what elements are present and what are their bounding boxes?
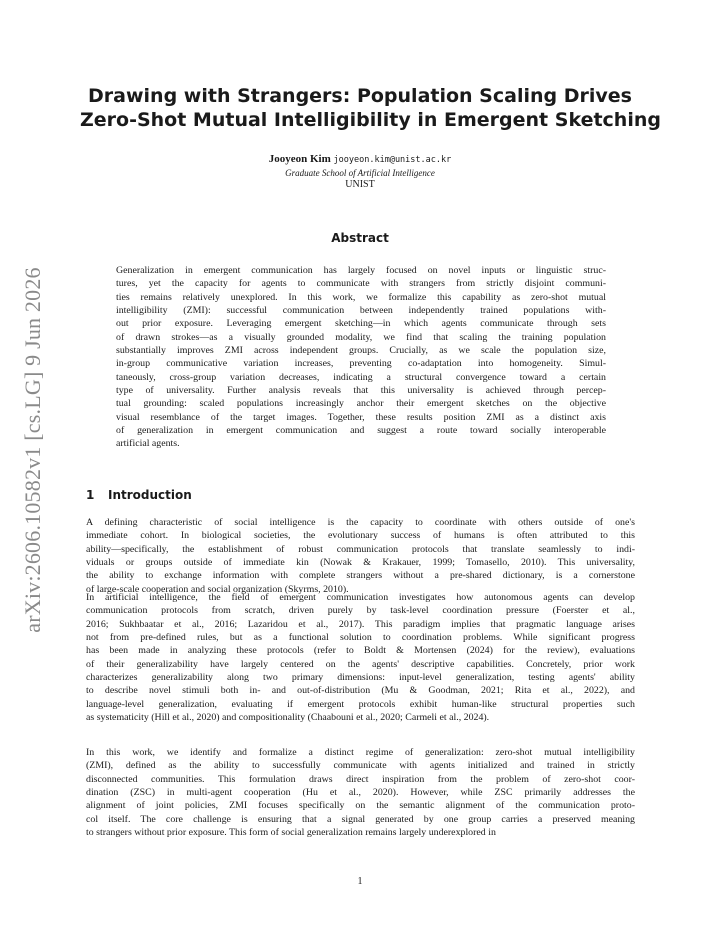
author-line xyxy=(80,152,640,167)
text-line: substantially improves ZMI across independent groups. Crucially, as we scale the population size, xyxy=(116,345,606,357)
text-line: language-level generalization, evaluating if emergent protocols exhibit human-like structural properties such xyxy=(86,698,635,710)
text-line: of their generalizability have largely centered on the agents' descriptive capabilities. Concretely, prior work xyxy=(86,658,635,670)
text-line: artificial agents. xyxy=(116,438,180,450)
abstract-body xyxy=(116,264,606,451)
text-line: of generalization in emergent communication and suggest a route toward socially interoperable xyxy=(116,425,606,437)
paper-title-line: Drawing with Strangers: Population Scaling Drives xyxy=(88,85,632,107)
text-line: In this work, we identify and formalize a distinct regime of generalization: zero-shot mutual intelligibility xyxy=(86,747,635,758)
body-paragraph xyxy=(86,516,635,596)
author-block xyxy=(80,152,640,191)
page-number: 1 xyxy=(357,876,363,887)
text-line: Generalization in emergent communication has largely focused on novel inputs or linguistic struc- xyxy=(116,265,606,276)
body-paragraph xyxy=(86,591,635,724)
text-line: viduals or groups outside of immediate kin (Nowak & Krakauer, 1999; Tomasello, 2010). This universality, xyxy=(86,557,635,569)
abstract-heading: Abstract xyxy=(331,231,389,245)
text-line: as systematicity (Hill et al., 2020) and compositionality (Chaabouni et al., 2020; Carmeli et al., 2024). xyxy=(86,712,490,724)
text-line: disconnected communities. This formulation draws direct inspiration from the problem of zero-shot coor- xyxy=(86,773,635,785)
text-line: In artificial intelligence, the field of emergent communication investigates how autonomous agents can develop xyxy=(86,592,635,603)
text-line: in-group communicative variation increases, preventing co-adaptation into homogeneity. Simul- xyxy=(116,358,606,370)
text-line: visual resemblance of the target images. Together, these results position ZMI as a distinct axis xyxy=(116,411,606,423)
text-line: has been made in analyzing these protocols (refer to Boldt & Mortensen (2024) for the review), evaluations xyxy=(86,645,635,657)
text-line: out prior exposure. Leveraging emergent sketching—in which agents communicate through sets xyxy=(116,318,606,330)
text-line: immediate cohort. In biological societies, the evolutionary success of humans is often attributed to this xyxy=(86,530,635,542)
text-line: of drawn strokes—as a visually grounded modality, we find that scaling the training population xyxy=(116,331,606,343)
author-email: jooyeon.kim@unist.ac.kr xyxy=(333,155,452,165)
section-number: 1 xyxy=(86,488,95,502)
text-line: the ability to exchange information with complete strangers without a pre-shared dictionary, is a cornerstone xyxy=(86,570,635,582)
text-line: ties remains relatively unexplored. In this work, we formalize this capability as zero-shot mutual xyxy=(116,291,606,303)
author-affiliation: Graduate School of Artificial Intelligence xyxy=(285,168,435,178)
author-name: Jooyeon Kim xyxy=(268,153,331,165)
arxiv-identifier: arXiv:2606.10582v1 [cs.LG] 9 Jun 2026 xyxy=(20,267,45,633)
text-line: to strangers without prior exposure. This form of social generalization remains largely underexplored in xyxy=(86,827,496,839)
paper-title-line: Zero-Shot Mutual Intelligibility in Emergent Sketching xyxy=(80,109,661,131)
text-line: ability—specifically, the establishment of robust communication protocols that translate seamlessly to indi- xyxy=(86,543,635,555)
text-line: characterizes generalizability along two primary dimensions: input-level generalization, testing agents' ability xyxy=(86,672,635,684)
text-line: dination (ZSC) in multi-agent cooperation (Hu et al., 2020). However, while ZSC primarily addresses the xyxy=(86,787,635,799)
text-line: tual grounding: scaled populations increasingly anchor their emergent sketches on the objective xyxy=(116,398,606,410)
text-line: to describe novel stimuli both in- and out-of-distribution (Mu & Goodman, 2021; Rita et al., 2022), and xyxy=(86,685,635,697)
section-heading xyxy=(86,488,192,502)
text-line: col itself. The core challenge is ensuring that a signal generated by one group carries a preserved meaning xyxy=(86,813,635,825)
section-title: Introduction xyxy=(108,488,192,502)
text-line: of large-scale cooperation and social organization (Skyrms, 2010). xyxy=(86,583,349,595)
text-line: type of universality. Further analysis reveals that this universality is achieved through percep- xyxy=(116,385,606,397)
text-line: 2016; Sukhbaatar et al., 2016; Lazaridou et al., 2017). This paradigm implies that pragmatic language arises xyxy=(86,618,635,630)
body-paragraph xyxy=(86,746,635,839)
text-line: tures, yet the capacity for agents to communicate with strangers from strictly disjoint communi- xyxy=(116,278,606,290)
text-line: taneously, cross-group variation decreases, indicating a structural convergence toward a certain xyxy=(116,371,606,383)
text-line: not from pre-defined rules, but as a functional solution to coordination problems. While significant progress xyxy=(86,632,635,644)
text-line: A defining characteristic of social intelligence is the capacity to coordinate with others outside of one's xyxy=(86,517,635,528)
paper-title xyxy=(80,84,661,132)
text-line: (ZMI), defined as the ability to successfully communicate with agents initialized and trained in strictly xyxy=(86,760,635,772)
text-line: alignment of joint policies, ZMI focuses specifically on the semantic alignment of the communication proto- xyxy=(86,800,635,812)
text-line: intelligibility (ZMI): successful communication between independently trained populations with- xyxy=(116,305,606,317)
author-institution: UNIST xyxy=(345,179,375,190)
text-line: communication protocols from scratch, driven purely by task-level coordination pressure (Foerster et al., xyxy=(86,605,635,617)
